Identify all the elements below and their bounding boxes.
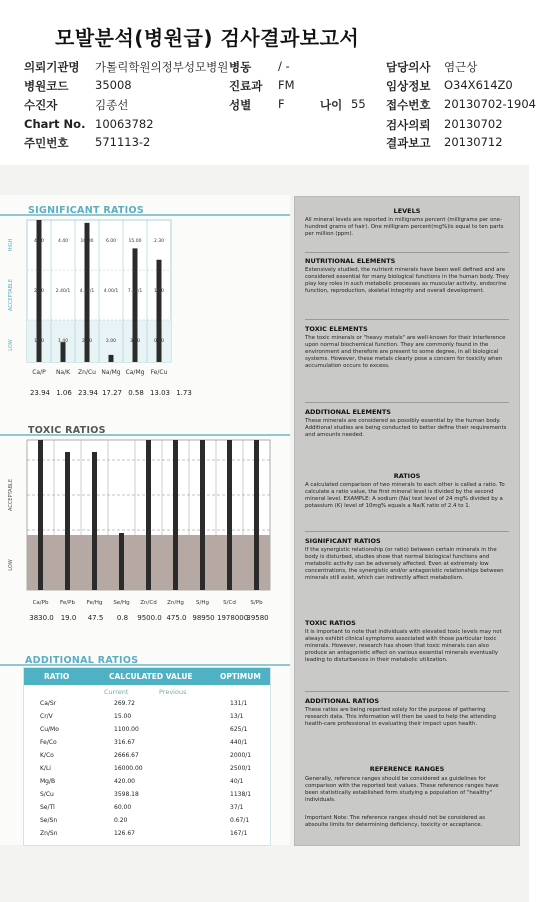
band-label: ACCEPTABLE xyxy=(8,279,14,311)
tox-value: 39580 xyxy=(246,614,269,622)
sig-value: 23.94 xyxy=(29,389,51,397)
tox-value: 98950 xyxy=(192,614,215,622)
ratio-bar xyxy=(200,440,205,590)
ratio-bar xyxy=(92,452,97,590)
reference-panel xyxy=(294,196,520,846)
tick-label: 1.40 xyxy=(33,339,45,344)
additional-row xyxy=(24,698,270,709)
reference-ranges-heading: REFERENCE RANGES xyxy=(369,765,445,773)
toxic-ratios-heading: TOXIC RATIOS xyxy=(305,619,356,627)
tick-label: 2.40 xyxy=(33,289,45,294)
tick-label: 0.80 xyxy=(153,339,165,344)
additional-table-header xyxy=(24,668,270,685)
additional-optimum: 440/1 xyxy=(230,739,248,746)
ratio-bar xyxy=(254,440,259,590)
value-resident-no: 571113-2 xyxy=(95,135,151,149)
sig-value: 23.94 xyxy=(77,389,99,397)
value-department: FM xyxy=(278,78,295,92)
column-label: S/Pb xyxy=(250,600,263,606)
additional-optimum: 2500/1 xyxy=(230,765,252,772)
divider xyxy=(305,252,509,253)
additional-ratio: Cr/V xyxy=(40,713,53,720)
sub-current: Current xyxy=(104,688,129,696)
levels-text: All mineral levels are reported in milligrams percent (milligrams per one-hundred grams of hair). One milligram percent(mg%)is equal to ten parts per million (ppm). xyxy=(305,217,504,237)
ratio-bar xyxy=(109,355,114,362)
additional-row xyxy=(24,828,270,839)
label-result-date: 결과보고 xyxy=(386,136,431,150)
sig-value: 1.73 xyxy=(176,389,192,397)
tick-label: 1.40 xyxy=(57,339,69,344)
ratio-bar xyxy=(146,440,151,590)
tick-label: 1.40 xyxy=(153,289,165,294)
additional-optimum: 625/1 xyxy=(230,726,248,733)
additional-current: 316.67 xyxy=(114,739,135,746)
band-label: ACCEPTABLE xyxy=(8,479,14,511)
additional-ratio: Ca/Sr xyxy=(40,700,57,707)
sig-heading: SIGNIFICANT RATIOS xyxy=(305,537,381,545)
additional-current: 2666.67 xyxy=(114,752,139,759)
value-doctor: 염근상 xyxy=(444,60,478,74)
tick-label: 7.00/1 xyxy=(127,289,143,294)
tick-label: 15.00 xyxy=(128,239,142,244)
additional-optimum: 131/1 xyxy=(230,700,248,707)
toxic-ratios-text: It is important to note that individuals with elevated toxic levels may not always exhibit clinical symptoms associated with those particular toxic minerals. However, research has shown that toxic minerals can also produce an antagonistic effect on various essential minerals eventually leading to disturbances in their metabolic utilization. xyxy=(305,629,502,663)
label-clinical-info: 임상정보 xyxy=(386,79,431,93)
tox-value: 3830.0 xyxy=(29,614,54,622)
additional-optimum: 1138/1 xyxy=(230,791,252,798)
col-calculated: CALCULATED VALUE xyxy=(109,672,193,681)
ratio-bar xyxy=(38,440,43,590)
value-sex: F xyxy=(278,97,285,111)
tick-label: 3.00 xyxy=(129,339,141,344)
tick-label: 4.40 xyxy=(33,239,45,244)
tick-label: 10.00 xyxy=(80,239,94,244)
additional-current: 15.00 xyxy=(114,713,132,720)
additional-current: 126.67 xyxy=(114,830,135,837)
value-institution: 가톨릭학원의정부성모병원 xyxy=(95,60,229,74)
label-resident-no: 주민번호 xyxy=(24,136,69,150)
col-ratio: RATIO xyxy=(44,672,70,681)
tox-value: 9500.0 xyxy=(137,614,162,622)
toxic-values-row xyxy=(28,614,271,622)
label-patient: 수진자 xyxy=(24,98,58,112)
additional-row xyxy=(24,815,270,826)
column-label: S/Hg xyxy=(196,600,209,606)
additional-ratio: Zn/Sn xyxy=(40,830,58,837)
label-ward: 병동 xyxy=(229,60,252,74)
column-label: Se/Hg xyxy=(113,600,130,606)
column-label: Ca/Pb xyxy=(32,600,49,606)
additional-ratios-title: ADDITIONAL RATIOS xyxy=(25,655,139,666)
additional-ratio: Cu/Mo xyxy=(40,726,59,733)
label-department: 진료과 xyxy=(229,79,263,93)
levels-heading: LEVELS xyxy=(393,207,421,215)
additional-current: 60.00 xyxy=(114,804,132,811)
label-age: 나이 xyxy=(320,98,343,112)
divider xyxy=(305,691,509,692)
tox-value: 1978000 xyxy=(217,614,249,622)
band-label: LOW xyxy=(8,559,14,571)
ratios-text: A calculated comparison of two minerals to each other is called a ratio. To calculate a ratio value, the first mineral level is divided by the second mineral level. EXAMPLE: A sodium (Na) test level of 24 mg% divided by a potassium (K) level of 10mg% equals a Na/K ratio of 2.4 to 1. xyxy=(305,482,505,509)
additional-optimum: 37/1 xyxy=(230,804,244,811)
significant-ratios-chart xyxy=(0,216,290,376)
ratio-bar xyxy=(119,533,124,590)
sig-value: 0.58 xyxy=(128,389,144,397)
label-request-date: 검사의뢰 xyxy=(386,118,431,132)
additional-ratios-table xyxy=(23,667,271,846)
additional-ratio: Mg/B xyxy=(40,778,56,785)
sig-value: 13.03 xyxy=(149,389,171,397)
column-label: S/Cd xyxy=(223,600,236,606)
additional-current: 269.72 xyxy=(114,700,135,707)
additional-row xyxy=(24,750,270,761)
tick-label: 4.40 xyxy=(57,239,69,244)
label-receipt-no: 접수번호 xyxy=(386,98,431,112)
additional-optimum: 167/1 xyxy=(230,830,248,837)
column-label: Na/Mg xyxy=(101,369,121,376)
divider xyxy=(305,531,509,532)
additional-row xyxy=(24,802,270,813)
additional-current: 16000.00 xyxy=(114,765,143,772)
additional-text: These minerals are considered as possibly essential by the human body. Additional studies are being conducted to better define their requirements and amounts needed. xyxy=(305,418,507,438)
ratios-heading: RATIOS xyxy=(393,472,421,480)
additional-ratios-text: These ratios are being reported solely for the purpose of gathering research data. This information will then be used to help the attending health-care professional in evaluating their impact upon health. xyxy=(305,707,496,727)
reference-ranges-text: Generally, reference ranges should be considered as guidelines for comparison with the reported test values. These reference ranges have been statistically established form studying a population of "healthy" individuals. xyxy=(305,776,499,803)
tox-value: 0.8 xyxy=(116,614,129,622)
sub-previous: Previous xyxy=(159,688,187,696)
column-label: Na/K xyxy=(55,369,71,376)
column-label: Ca/Mg xyxy=(125,369,145,376)
additional-optimum: 2000/1 xyxy=(230,752,252,759)
significant-ratios-title: SIGNIFICANT RATIOS xyxy=(28,205,145,216)
toxic-ratios-title: TOXIC RATIOS xyxy=(28,425,106,436)
additional-ratio: K/Co xyxy=(40,752,54,759)
column-label: Zn/Cd xyxy=(140,600,157,606)
value-chart-no: 10063782 xyxy=(95,117,154,131)
band-label: HIGH xyxy=(8,238,14,252)
tick-label: 2.00 xyxy=(105,339,117,344)
toxic-text: The toxic minerals or "heavy metals" are well-known for their interference upon normal biochemical function. They are commonly found in the environment and therefore are present to some degree, in all biological systems. However, these metals clearly pose a concern for toxicity when accumulation occurs to excess. xyxy=(305,335,506,369)
tick-label: 2.40 xyxy=(81,339,93,344)
tick-label: 4.00/1 xyxy=(103,289,119,294)
column-label: Zn/Cu xyxy=(78,369,96,376)
value-age: 55 xyxy=(351,97,366,111)
column-label: Fe/Cu xyxy=(150,369,168,376)
nutritional-text: Extensively studied, the nutrient minerals have been well defined and are considered essential for many biological functions in the human body. They play key roles in such metabolic processes as muscular activity, endocrine function, reproduction, skeletal integrity and overall development. xyxy=(305,267,509,294)
ratio-bar xyxy=(61,342,66,362)
sig-text: If the synergistic relationship (or ratio) between certain minerals in the body is disturbed, studies show that normal biological functions and metabolic activity can be adversely affected. Even at extremely low concentrations, the synergistic and/or antagonistic relationships between minerals still exist, which can indirectly affect metabolism. xyxy=(305,547,504,581)
divider xyxy=(305,319,509,320)
ratio-bar xyxy=(173,440,178,590)
ratio-bar xyxy=(227,440,232,590)
nutritional-heading: NUTRITIONAL ELEMENTS xyxy=(305,257,396,265)
sig-value: 17.27 xyxy=(101,389,123,397)
column-label: Ca/P xyxy=(32,369,46,376)
sig-value: 1.06 xyxy=(56,389,72,397)
ratio-bar xyxy=(133,248,138,362)
additional-row xyxy=(24,724,270,735)
label-sex: 성별 xyxy=(229,98,252,112)
value-result-date: 20130712 xyxy=(444,135,503,149)
label-hospital-code: 병원코드 xyxy=(24,79,69,93)
additional-row xyxy=(24,789,270,800)
tox-value: 475.0 xyxy=(166,614,187,622)
additional-current: 1100.00 xyxy=(114,726,139,733)
additional-optimum: 40/1 xyxy=(230,778,244,785)
value-request-date: 20130702 xyxy=(444,117,503,131)
label-chart-no: Chart No. xyxy=(24,117,86,131)
label-doctor: 담당의사 xyxy=(386,60,431,74)
column-label: Fe/Hg xyxy=(86,600,103,606)
additional-row xyxy=(24,711,270,722)
divider xyxy=(305,402,509,403)
toxic-heading: TOXIC ELEMENTS xyxy=(305,325,368,333)
col-optimum: OPTIMUM xyxy=(220,672,261,681)
additional-ratios-heading: ADDITIONAL RATIOS xyxy=(305,697,380,705)
additional-current: 0.20 xyxy=(114,817,128,824)
significant-values-row xyxy=(28,389,196,397)
value-clinical-info: O34X614Z0 xyxy=(444,78,513,92)
tox-value: 19.0 xyxy=(60,614,77,622)
column-label: Zn/Hg xyxy=(167,600,184,606)
tick-label: 2.30 xyxy=(153,239,165,244)
additional-ratio: Se/Sn xyxy=(40,817,58,824)
value-hospital-code: 35008 xyxy=(95,78,132,92)
tox-value: 47.5 xyxy=(87,614,104,622)
tick-label: 4.00/1 xyxy=(79,289,95,294)
reference-ranges-note: Important Note: The reference ranges should not be considered as absoulte limits for determining deficiency, toxicity or acceptance. xyxy=(305,815,486,828)
toxic-ratios-chart xyxy=(0,436,290,606)
additional-current: 3598.18 xyxy=(114,791,139,798)
label-institution: 의뢰기관명 xyxy=(24,60,80,74)
value-patient: 김종선 xyxy=(95,98,129,112)
additional-ratio: Se/Tl xyxy=(40,804,55,811)
additional-current: 420.00 xyxy=(114,778,135,785)
tick-label: 2.40/1 xyxy=(55,289,71,294)
additional-ratio: K/Li xyxy=(40,765,51,772)
report-title: 모발분석(병원급) 검사결과보고서 xyxy=(55,26,360,50)
additional-row xyxy=(24,737,270,748)
tick-label: 6.00 xyxy=(105,239,117,244)
ratio-bar xyxy=(157,260,162,362)
band-label: LOW xyxy=(8,339,14,351)
additional-heading: ADDITIONAL ELEMENTS xyxy=(305,408,391,416)
additional-ratio: Fe/Co xyxy=(40,739,57,746)
value-ward: / - xyxy=(278,59,290,73)
column-label: Fe/Pb xyxy=(60,600,75,606)
additional-ratio: S/Cu xyxy=(40,791,54,798)
value-receipt-no: 20130702-1904 xyxy=(444,97,536,111)
additional-row xyxy=(24,763,270,774)
additional-row xyxy=(24,776,270,787)
ratio-bar xyxy=(65,452,70,590)
additional-optimum: 13/1 xyxy=(230,713,244,720)
additional-optimum: 0.67/1 xyxy=(230,817,250,824)
